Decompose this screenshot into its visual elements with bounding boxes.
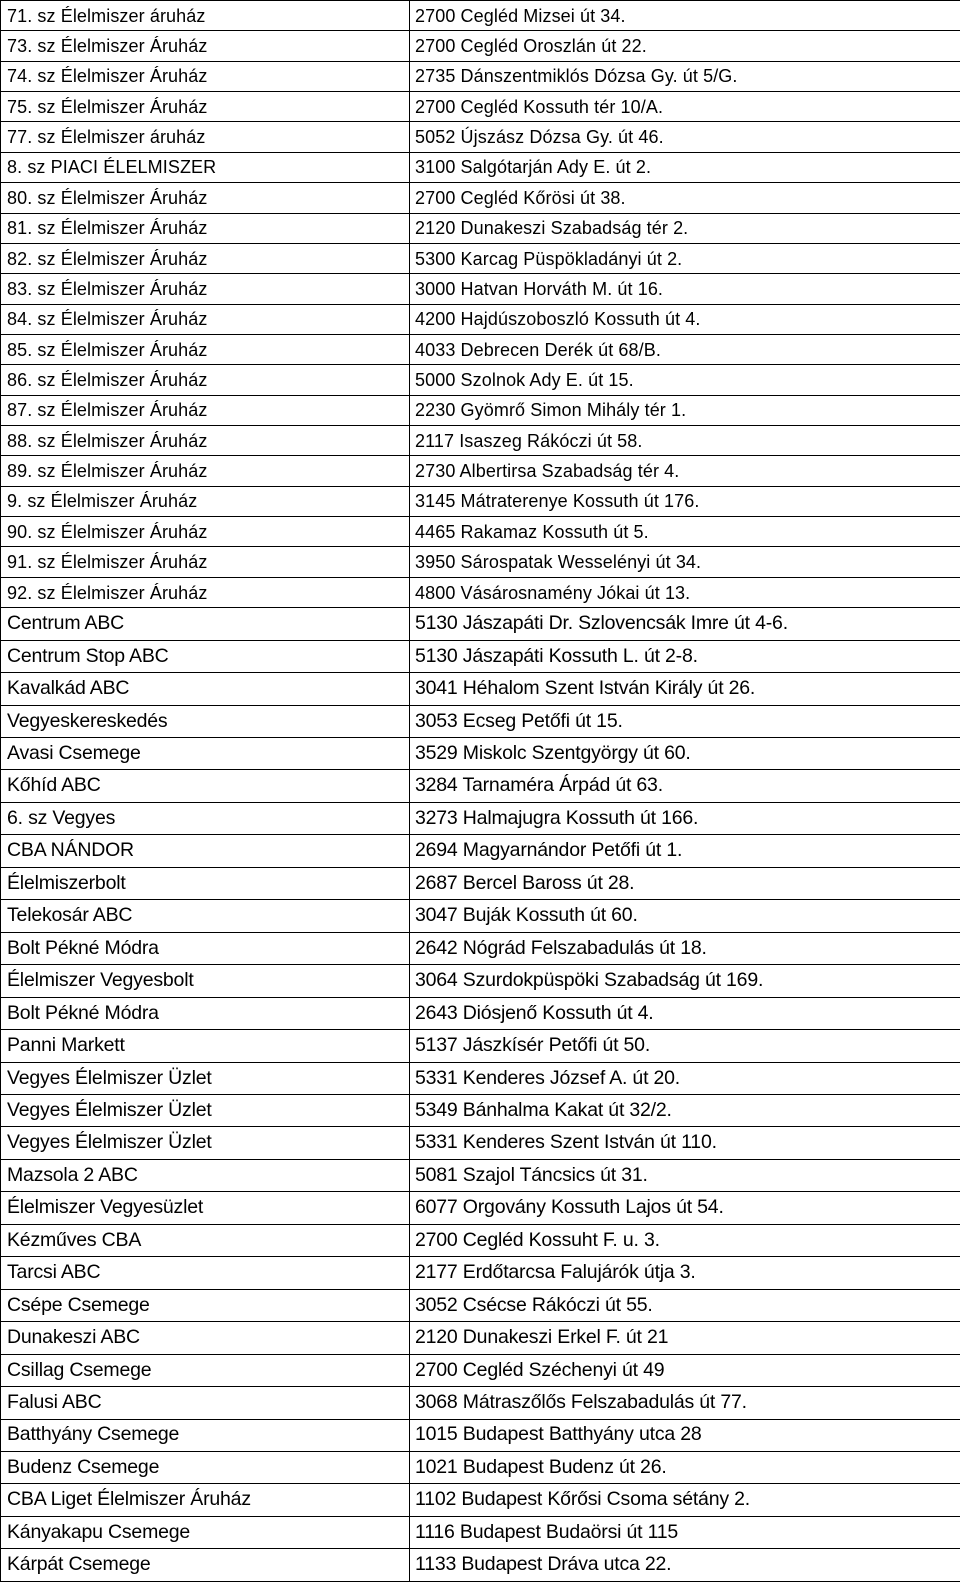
store-address-cell: 4033 Debrecen Derék út 68/B. <box>410 334 960 364</box>
store-name-cell: 88. sz Élelmiszer Áruház <box>1 426 410 456</box>
table-row <box>1 1159 960 1191</box>
store-name-cell: 91. sz Élelmiszer Áruház <box>1 547 410 577</box>
store-name-cell: Batthyány Csemege <box>1 1419 410 1451</box>
table-row <box>1 304 960 334</box>
store-name-cell: 8. sz PIACI ÉLELMISZER <box>1 152 410 182</box>
table-row <box>1 213 960 243</box>
store-name-cell: 71. sz Élelmiszer áruház <box>1 1 410 31</box>
store-address-cell: 1133 Budapest Dráva utca 22. <box>410 1549 960 1582</box>
table-row <box>1 1354 960 1386</box>
store-name-cell: Élelmiszer Vegyesbolt <box>1 965 410 997</box>
store-address-cell: 3041 Héhalom Szent István Király út 26. <box>410 673 960 705</box>
store-name-cell: Kárpát Csemege <box>1 1549 410 1582</box>
table-row <box>1 1387 960 1419</box>
table-row <box>1 802 960 834</box>
store-address-cell: 2700 Cegléd Kossuht F. u. 3. <box>410 1224 960 1256</box>
table-row <box>1 1419 960 1451</box>
table-row <box>1 770 960 802</box>
store-name-cell: Kányakapu Csemege <box>1 1516 410 1548</box>
store-address-cell: 2735 Dánszentmiklós Dózsa Gy. út 5/G. <box>410 61 960 91</box>
store-name-cell: 75. sz Élelmiszer Áruház <box>1 92 410 122</box>
store-name-cell: Kavalkád ABC <box>1 673 410 705</box>
store-address-cell: 5081 Szajol Táncsics út 31. <box>410 1159 960 1191</box>
table-row <box>1 122 960 152</box>
store-address-cell: 4800 Vásárosnamény Jókai út 13. <box>410 577 960 607</box>
store-address-cell: 3068 Mátraszőlős Felszabadulás út 77. <box>410 1387 960 1419</box>
store-address-cell: 1116 Budapest Budaörsi út 115 <box>410 1516 960 1548</box>
store-address-cell: 5130 Jászapáti Dr. Szlovencsák Imre út 4-6. <box>410 608 960 640</box>
store-address-cell: 3273 Halmajugra Kossuth út 166. <box>410 802 960 834</box>
store-address-cell: 2730 Albertirsa Szabadság tér 4. <box>410 456 960 486</box>
store-name-cell: Centrum ABC <box>1 608 410 640</box>
store-address-cell: 5052 Újszász Dózsa Gy. út 46. <box>410 122 960 152</box>
store-address-cell: 5331 Kenderes József A. út 20. <box>410 1062 960 1094</box>
store-name-cell: 74. sz Élelmiszer Áruház <box>1 61 410 91</box>
store-address-cell: 1015 Budapest Batthyány utca 28 <box>410 1419 960 1451</box>
store-address-cell: 4465 Rakamaz Kossuth út 5. <box>410 517 960 547</box>
store-name-cell: 89. sz Élelmiszer Áruház <box>1 456 410 486</box>
store-name-cell: Budenz Csemege <box>1 1451 410 1483</box>
table-row <box>1 900 960 932</box>
store-name-cell: 86. sz Élelmiszer Áruház <box>1 365 410 395</box>
store-name-cell: Vegyeskereskedés <box>1 705 410 737</box>
table-row <box>1 517 960 547</box>
table-row <box>1 640 960 672</box>
table-row <box>1 1224 960 1256</box>
store-address-cell: 3100 Salgótarján Ady E. út 2. <box>410 152 960 182</box>
store-address-cell: 2700 Cegléd Széchenyi út 49 <box>410 1354 960 1386</box>
store-address-cell: 5130 Jászapáti Kossuth L. út 2-8. <box>410 640 960 672</box>
store-address-cell: 3284 Tarnaméra Árpád út 63. <box>410 770 960 802</box>
store-name-cell: Vegyes Élelmiszer Üzlet <box>1 1127 410 1159</box>
store-name-cell: Bolt Pékné Módra <box>1 997 410 1029</box>
store-address-cell: 4200 Hajdúszoboszló Kossuth út 4. <box>410 304 960 334</box>
store-name-cell: 90. sz Élelmiszer Áruház <box>1 517 410 547</box>
store-address-cell: 5349 Bánhalma Kakat út 32/2. <box>410 1094 960 1126</box>
table-row <box>1 1062 960 1094</box>
table-row <box>1 92 960 122</box>
store-name-cell: 85. sz Élelmiszer Áruház <box>1 334 410 364</box>
table-row <box>1 183 960 213</box>
store-name-cell: 6. sz Vegyes <box>1 802 410 834</box>
store-address-cell: 2117 Isaszeg Rákóczi út 58. <box>410 426 960 456</box>
store-address-cell: 6077 Orgovány Kossuth Lajos út 54. <box>410 1192 960 1224</box>
table-row <box>1 1289 960 1321</box>
table-row <box>1 1322 960 1354</box>
store-name-cell: Bolt Pékné Módra <box>1 932 410 964</box>
store-address-cell: 2700 Cegléd Mizsei út 34. <box>410 1 960 31</box>
store-address-cell: 3064 Szurdokpüspöki Szabadság út 169. <box>410 965 960 997</box>
store-address-cell: 2120 Dunakeszi Szabadság tér 2. <box>410 213 960 243</box>
table-row <box>1 1 960 31</box>
table-row <box>1 1030 960 1062</box>
store-address-cell: 2177 Erdőtarcsa Falujárók útja 3. <box>410 1257 960 1289</box>
table-row <box>1 365 960 395</box>
store-name-cell: Csillag Csemege <box>1 1354 410 1386</box>
store-name-cell: Élelmiszer Vegyesüzlet <box>1 1192 410 1224</box>
store-name-cell: Falusi ABC <box>1 1387 410 1419</box>
store-name-cell: 82. sz Élelmiszer Áruház <box>1 243 410 273</box>
table-row <box>1 1192 960 1224</box>
table-row <box>1 486 960 516</box>
store-name-cell: Élelmiszerbolt <box>1 867 410 899</box>
store-name-cell: CBA Liget Élelmiszer Áruház <box>1 1484 410 1516</box>
table-row <box>1 577 960 607</box>
store-address-cell: 2700 Cegléd Kőrösi út 38. <box>410 183 960 213</box>
table-row <box>1 274 960 304</box>
store-name-cell: Kőhíd ABC <box>1 770 410 802</box>
store-name-cell: Vegyes Élelmiszer Üzlet <box>1 1094 410 1126</box>
store-address-cell: 2700 Cegléd Kossuth tér 10/A. <box>410 92 960 122</box>
store-address-cell: 3052 Csécse Rákóczi út 55. <box>410 1289 960 1321</box>
table-row <box>1 997 960 1029</box>
table-row <box>1 1516 960 1548</box>
store-address-cell: 5137 Jászkísér Petőfi út 50. <box>410 1030 960 1062</box>
store-address-cell: 3047 Buják Kossuth út 60. <box>410 900 960 932</box>
store-name-cell: Avasi Csemege <box>1 738 410 770</box>
store-name-cell: Dunakeszi ABC <box>1 1322 410 1354</box>
table-row <box>1 334 960 364</box>
store-name-cell: CBA NÁNDOR <box>1 835 410 867</box>
store-name-cell: 9. sz Élelmiszer Áruház <box>1 486 410 516</box>
store-name-cell: Centrum Stop ABC <box>1 640 410 672</box>
store-address-cell: 3053 Ecseg Petőfi út 15. <box>410 705 960 737</box>
table-row <box>1 1127 960 1159</box>
table-row <box>1 456 960 486</box>
table-row <box>1 867 960 899</box>
table-row <box>1 705 960 737</box>
store-name-cell: 80. sz Élelmiszer Áruház <box>1 183 410 213</box>
table-row <box>1 395 960 425</box>
store-address-cell: 2120 Dunakeszi Erkel F. út 21 <box>410 1322 960 1354</box>
store-address-cell: 1102 Budapest Kőrősi Csoma sétány 2. <box>410 1484 960 1516</box>
store-address-cell: 1021 Budapest Budenz út 26. <box>410 1451 960 1483</box>
store-name-cell: 87. sz Élelmiszer Áruház <box>1 395 410 425</box>
store-address-cell: 3145 Mátraterenye Kossuth út 176. <box>410 486 960 516</box>
store-name-cell: Mazsola 2 ABC <box>1 1159 410 1191</box>
store-name-cell: Panni Markett <box>1 1030 410 1062</box>
table-row <box>1 932 960 964</box>
table-row <box>1 738 960 770</box>
store-address-cell: 2643 Diósjenő Kossuth út 4. <box>410 997 960 1029</box>
store-address-cell: 2694 Magyarnándor Petőfi út 1. <box>410 835 960 867</box>
store-name-cell: 84. sz Élelmiszer Áruház <box>1 304 410 334</box>
store-address-cell: 3000 Hatvan Horváth M. út 16. <box>410 274 960 304</box>
store-name-cell: 81. sz Élelmiszer Áruház <box>1 213 410 243</box>
table-row <box>1 1549 960 1582</box>
table-row <box>1 1484 960 1516</box>
table-row <box>1 61 960 91</box>
store-address-cell: 2700 Cegléd Oroszlán út 22. <box>410 31 960 61</box>
store-name-cell: Telekosár ABC <box>1 900 410 932</box>
store-address-cell: 3950 Sárospatak Wesselényi út 34. <box>410 547 960 577</box>
store-name-cell: Vegyes Élelmiszer Üzlet <box>1 1062 410 1094</box>
store-name-cell: Kézműves CBA <box>1 1224 410 1256</box>
table-row <box>1 608 960 640</box>
store-name-cell: 77. sz Élelmiszer áruház <box>1 122 410 152</box>
store-address-cell: 5000 Szolnok Ady E. út 15. <box>410 365 960 395</box>
table-row <box>1 243 960 273</box>
store-name-cell: 83. sz Élelmiszer Áruház <box>1 274 410 304</box>
table-row <box>1 673 960 705</box>
store-address-cell: 3529 Miskolc Szentgyörgy út 60. <box>410 738 960 770</box>
store-address-cell: 2230 Gyömrő Simon Mihály tér 1. <box>410 395 960 425</box>
store-address-cell: 2687 Bercel Baross út 28. <box>410 867 960 899</box>
table-row <box>1 1257 960 1289</box>
store-address-cell: 2642 Nógrád Felszabadulás út 18. <box>410 932 960 964</box>
table-row <box>1 1451 960 1483</box>
table-row <box>1 835 960 867</box>
table-row <box>1 1094 960 1126</box>
store-name-cell: Tarcsi ABC <box>1 1257 410 1289</box>
table-body <box>1 1 960 1582</box>
store-name-cell: 73. sz Élelmiszer Áruház <box>1 31 410 61</box>
store-address-cell: 5331 Kenderes Szent István út 110. <box>410 1127 960 1159</box>
store-address-cell: 5300 Karcag Püspökladányi út 2. <box>410 243 960 273</box>
store-name-cell: 92. sz Élelmiszer Áruház <box>1 577 410 607</box>
store-name-cell: Csépe Csemege <box>1 1289 410 1321</box>
table-row <box>1 31 960 61</box>
table-row <box>1 152 960 182</box>
table-row <box>1 426 960 456</box>
table-row <box>1 965 960 997</box>
table-row <box>1 547 960 577</box>
